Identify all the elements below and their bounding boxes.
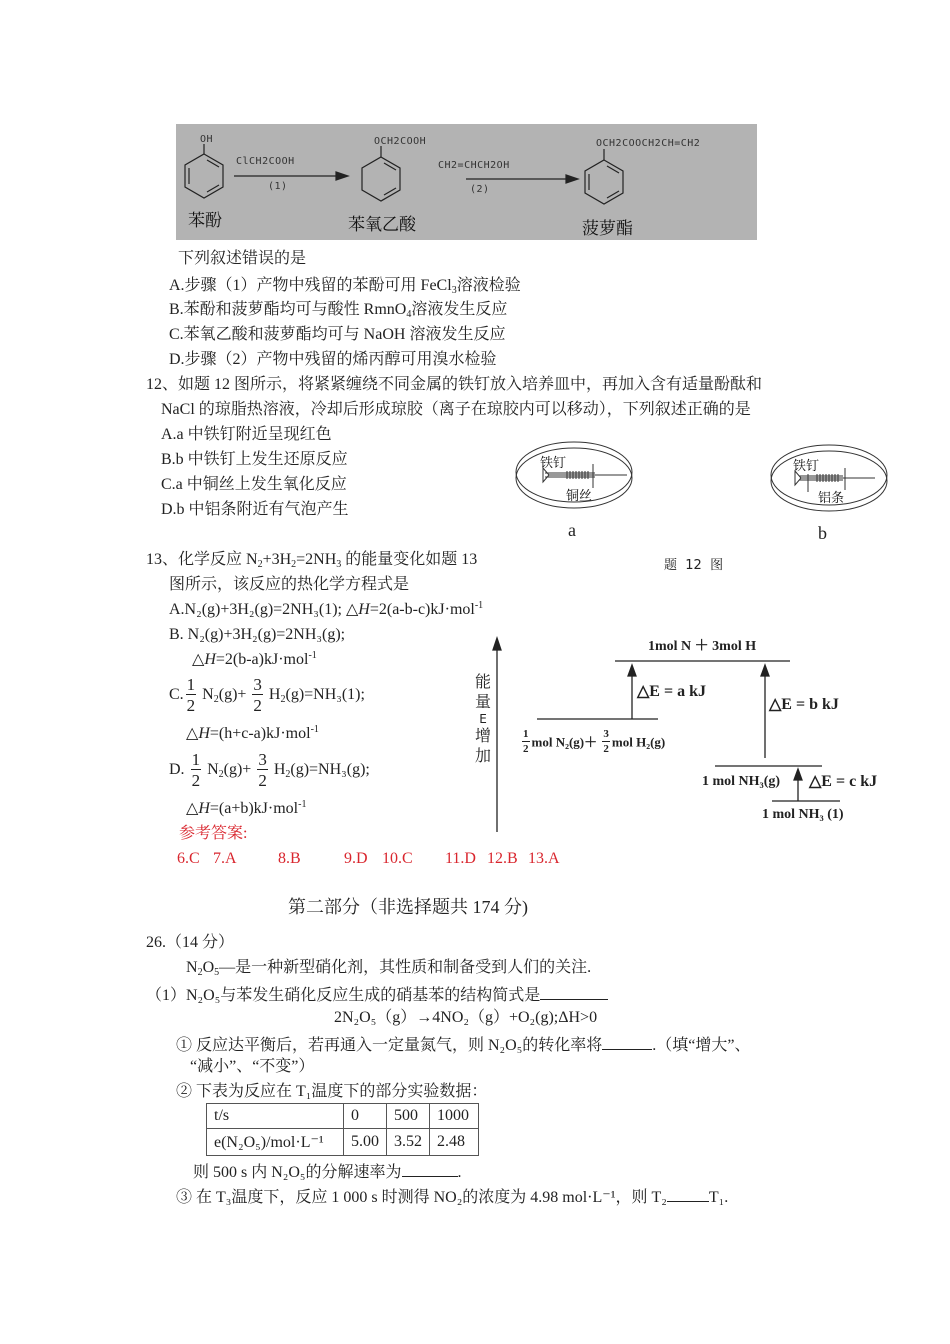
q11-option-b-tail: 溶液发生反应	[411, 301, 508, 318]
q13-option-a: A.N₂(g)+3H₂(g)=2NH₃(1); △H=2(a-b-c)kJ·mol$^{-1}$	[169, 600, 484, 618]
answer-blank-1[interactable]	[540, 985, 608, 1000]
table-cell: 2.48	[430, 1129, 479, 1156]
q12-option-b: B.b 中铁钉上发生还原反应	[161, 451, 348, 468]
delta-b-label: △E = b kJ	[769, 696, 839, 713]
q26-sub1-text: （1）N₂O₅与苯发生硝化反应生成的硝基苯的结构简式是	[146, 987, 541, 1004]
q13-stem-line2: 图所示，该反应的热化学方程式是	[169, 576, 410, 593]
q26-item1-text: ① 反应达平衡后，若再通入一定量氮气，则 N₂O₅的转化率将	[176, 1037, 603, 1054]
fraction-three-halves: $\frac{3}{2}$	[603, 728, 609, 755]
answer-11: 11.D	[445, 850, 476, 867]
q13-sub: 2	[257, 559, 263, 570]
q13-option-d-eq: =NH₃(g);	[309, 761, 370, 778]
q13-option-c-eq: =NH₃(1);	[304, 686, 365, 703]
q26-item2: ② 下表为反应在 T₁温度下的部分实验数据：	[176, 1083, 488, 1100]
level-nh3-liquid-label: 1 mol NH₃ (1)	[762, 807, 844, 822]
fraction-half: $\frac{1}{2}$	[186, 675, 196, 715]
axis-char: 量	[474, 692, 491, 711]
q13-sub: 3	[336, 559, 342, 570]
fraction-three-halves: $\frac{3}{2}$	[253, 675, 262, 715]
table-row-label: e(N₂O₅)/mol·L⁻¹	[207, 1129, 344, 1156]
q26-item3-end: T₁.	[708, 1189, 729, 1206]
answer-9: 9.D	[344, 850, 368, 867]
q26-intro: $N_2O_5—$是一种新型硝化剂，其性质和制备受到人们的关注.	[186, 959, 592, 978]
q26-item3	[176, 1187, 728, 1206]
q11-option-b-sub: 4	[406, 309, 412, 320]
level-nh3-gas-label: 1 mol NH₃(g)	[702, 774, 781, 789]
answer-6: 6.C	[177, 850, 200, 867]
q13-option-b-dh: =2(b-a)kJ·mol	[215, 651, 309, 668]
q13-option-a-dh: =2(a-b-c)kJ·mol	[369, 601, 475, 618]
q12-stem-line2: NaCl 的琼脂热溶液，冷却后形成琼胶（离子在琼胶内可以移动），下列叙述正确的是	[161, 401, 751, 418]
q11-option-d: D.步骤（2）产物中残留的烯丙醇可用溴水检验	[169, 351, 497, 368]
experiment-data-table	[206, 1103, 479, 1156]
phenol-ring	[185, 154, 223, 198]
phenol-substituent: OH	[200, 134, 214, 145]
dish-a-wire-label: 铜丝	[566, 489, 593, 504]
intermediate-ring	[362, 157, 400, 201]
answers-heading: 参考答案:	[179, 825, 248, 842]
level-atoms-label: 1mol N ＋ 3mol H	[648, 639, 757, 654]
product-substituent: OCH2COOCH2CH=CH2	[596, 138, 701, 149]
answer-blank-2[interactable]	[602, 1035, 652, 1050]
answer-8: 8.B	[278, 850, 301, 867]
table-header-cell: 0	[344, 1104, 387, 1129]
q13-option-a-eq: A.N₂(g)+3H₂(g)=2NH₃(1);	[169, 601, 346, 618]
q13-option-b: B. N₂(g)+3H₂(g)=2NH₃(g);	[169, 626, 346, 643]
q13-option-c: C. $\frac{1}{2}$ $N_2(g)+$ $\frac{3}{2}$ $H_2(g)=NH_3(1)$;	[169, 675, 365, 715]
fraction-half: $\frac{1}{2}$	[191, 750, 201, 790]
q26-item2-followup-text: 则 500 s 内 N₂O₅的分解速率为	[193, 1164, 402, 1181]
table-row	[207, 1129, 479, 1156]
axis-char: E	[479, 712, 487, 726]
q13-option-b-dh-line: △H=2(b-a)kJ·mol$^{-1}$	[192, 650, 317, 668]
table-header-cell: t/s	[207, 1104, 344, 1129]
q26-intro-text: —是一种新型硝化剂，其性质和制备受到人们的关注.	[219, 959, 592, 976]
dish-b-label: b	[818, 523, 827, 543]
step2-reagent: CH2=CHCH2OH	[438, 160, 510, 171]
q26-sub1	[146, 985, 608, 1004]
q13-option-d: D. $\frac{1}{2}$ $N_2(g)+$ $\frac{3}{2}$ $H_2(g)=NH_3(g)$;	[169, 750, 370, 790]
answer-12: 12.B	[487, 850, 518, 867]
answer-13: 13.A	[528, 850, 560, 867]
q26-item1-line2: “减小”、“不变”）	[190, 1058, 315, 1075]
axis-char: 能	[474, 672, 491, 691]
answer-blank-3[interactable]	[402, 1162, 458, 1177]
step1-label: (1)	[268, 181, 288, 192]
fraction-three-halves: $\frac{3}{2}$	[258, 750, 267, 790]
axis-char: 加	[474, 746, 491, 765]
dish-a-label: a	[568, 520, 576, 540]
fraction-half: $\frac{1}{2}$	[523, 728, 529, 755]
energy-axis-arrow	[493, 638, 501, 650]
q26-equation: 2N₂O₅（g）→4NO₂（g）+O₂(g);ΔH>0	[334, 1009, 598, 1026]
q12-option-c: C.a 中铜丝上发生氧化反应	[161, 476, 347, 493]
q12-option-d: D.b 中铝条附近有气泡产生	[161, 501, 349, 518]
q13-sub: 2	[291, 559, 297, 570]
energy-axis-label	[473, 672, 493, 766]
q13-stem-line1: 13、化学反应 $N_2+3H_2=2NH_3$ 的能量变化如题 13	[146, 551, 478, 570]
intermediate-substituent: OCH2COOH	[374, 136, 427, 147]
table-header-cell: 500	[387, 1104, 430, 1129]
product-label: 菠萝酯	[582, 219, 633, 239]
q11-option-a	[169, 278, 521, 294]
q13-option-c-dh-line: △H=(h+c-a)kJ·mol$^{-1}$	[186, 724, 319, 742]
dish-a-nail-label: 铁钉	[540, 456, 567, 471]
q11-option-c: C.苯氧乙酸和菠萝酯均可与 NaOH 溶液发生反应	[169, 326, 506, 343]
table-cell: 5.00	[344, 1129, 387, 1156]
level-reactants-label	[520, 729, 665, 755]
q11-option-a-sub: 3	[451, 285, 457, 296]
delta-a-label: △E = a kJ	[637, 683, 706, 700]
petri-dish-figure	[505, 430, 905, 543]
step2-label: (2)	[470, 184, 490, 195]
intermediate-label: 苯氧乙酸	[348, 215, 416, 235]
q13-option-c-dh: =(h+c-a)kJ·mol	[209, 725, 311, 742]
q11-option-a-text: A.步骤（1）产物中残留的苯酚可用 FeCl	[169, 277, 452, 294]
answer-10: 10.C	[382, 850, 413, 867]
table-header-cell: 1000	[430, 1104, 479, 1129]
table-row	[207, 1104, 479, 1129]
q11-stem: 下列叙述错误的是	[178, 250, 307, 267]
q26-item1-end: .（填“增大”、	[652, 1037, 751, 1054]
q12-stem-line1: 12、如题 12 图所示，将紧紧缠绕不同金属的铁钉放入培养皿中，再加入含有适量酚酞和	[146, 376, 763, 393]
q12-option-a: A.a 中铁钉附近呈现红色	[161, 426, 332, 443]
q13-option-c-prefix: C.	[169, 686, 184, 703]
axis-char: 增	[474, 726, 491, 745]
answer-blank-4[interactable]	[667, 1187, 709, 1202]
q13-stem-text: 13、化学反应 N	[146, 551, 258, 568]
q26-heading: 26.（14 分）	[146, 934, 235, 951]
dish-b-nail-label: 铁钉	[793, 459, 820, 474]
reaction-scheme-image	[176, 124, 757, 240]
q11-option-a-tail: 溶液检验	[456, 277, 521, 294]
figure-12-caption: 题 12 图	[664, 558, 724, 573]
q26-item2-followup: 则 500 s 内 N₂O₅的分解速率为 .	[193, 1164, 462, 1181]
part2-title: 第二部分（非选择题共 174 分)	[288, 897, 528, 917]
step1-reagent: ClCH2COOH	[236, 156, 295, 167]
q11-option-b	[169, 302, 507, 318]
q13-option-d-dh: =(a+b)kJ·mol	[209, 800, 299, 817]
answer-7: 7.A	[213, 850, 237, 867]
dish-b-wire-label: 铝条	[818, 491, 845, 506]
reactant-text-2: mol H₂(g)	[611, 734, 666, 750]
q26-item3-text: ③ 在 T₃温度下，反应 1 000 s 时测得 NO₂的浓度为 4.98 mol·L⁻¹，则 T₂	[176, 1189, 667, 1206]
phenol-label: 苯酚	[188, 211, 222, 231]
product-ring	[585, 160, 623, 204]
delta-c-label: △E = c kJ	[809, 773, 878, 790]
q13-option-d-dh-line: △H=(a+b)kJ·mol$^{-1}$	[186, 799, 307, 817]
table-cell: 3.52	[387, 1129, 430, 1156]
reactant-text-1: mol N₂(g)＋	[531, 734, 598, 750]
q11-option-b-text: B.苯酚和菠萝酯均可与酸性 RmnO	[169, 301, 407, 318]
q26-item1-line1	[176, 1035, 751, 1054]
q13-option-d-prefix: D.	[169, 761, 185, 778]
